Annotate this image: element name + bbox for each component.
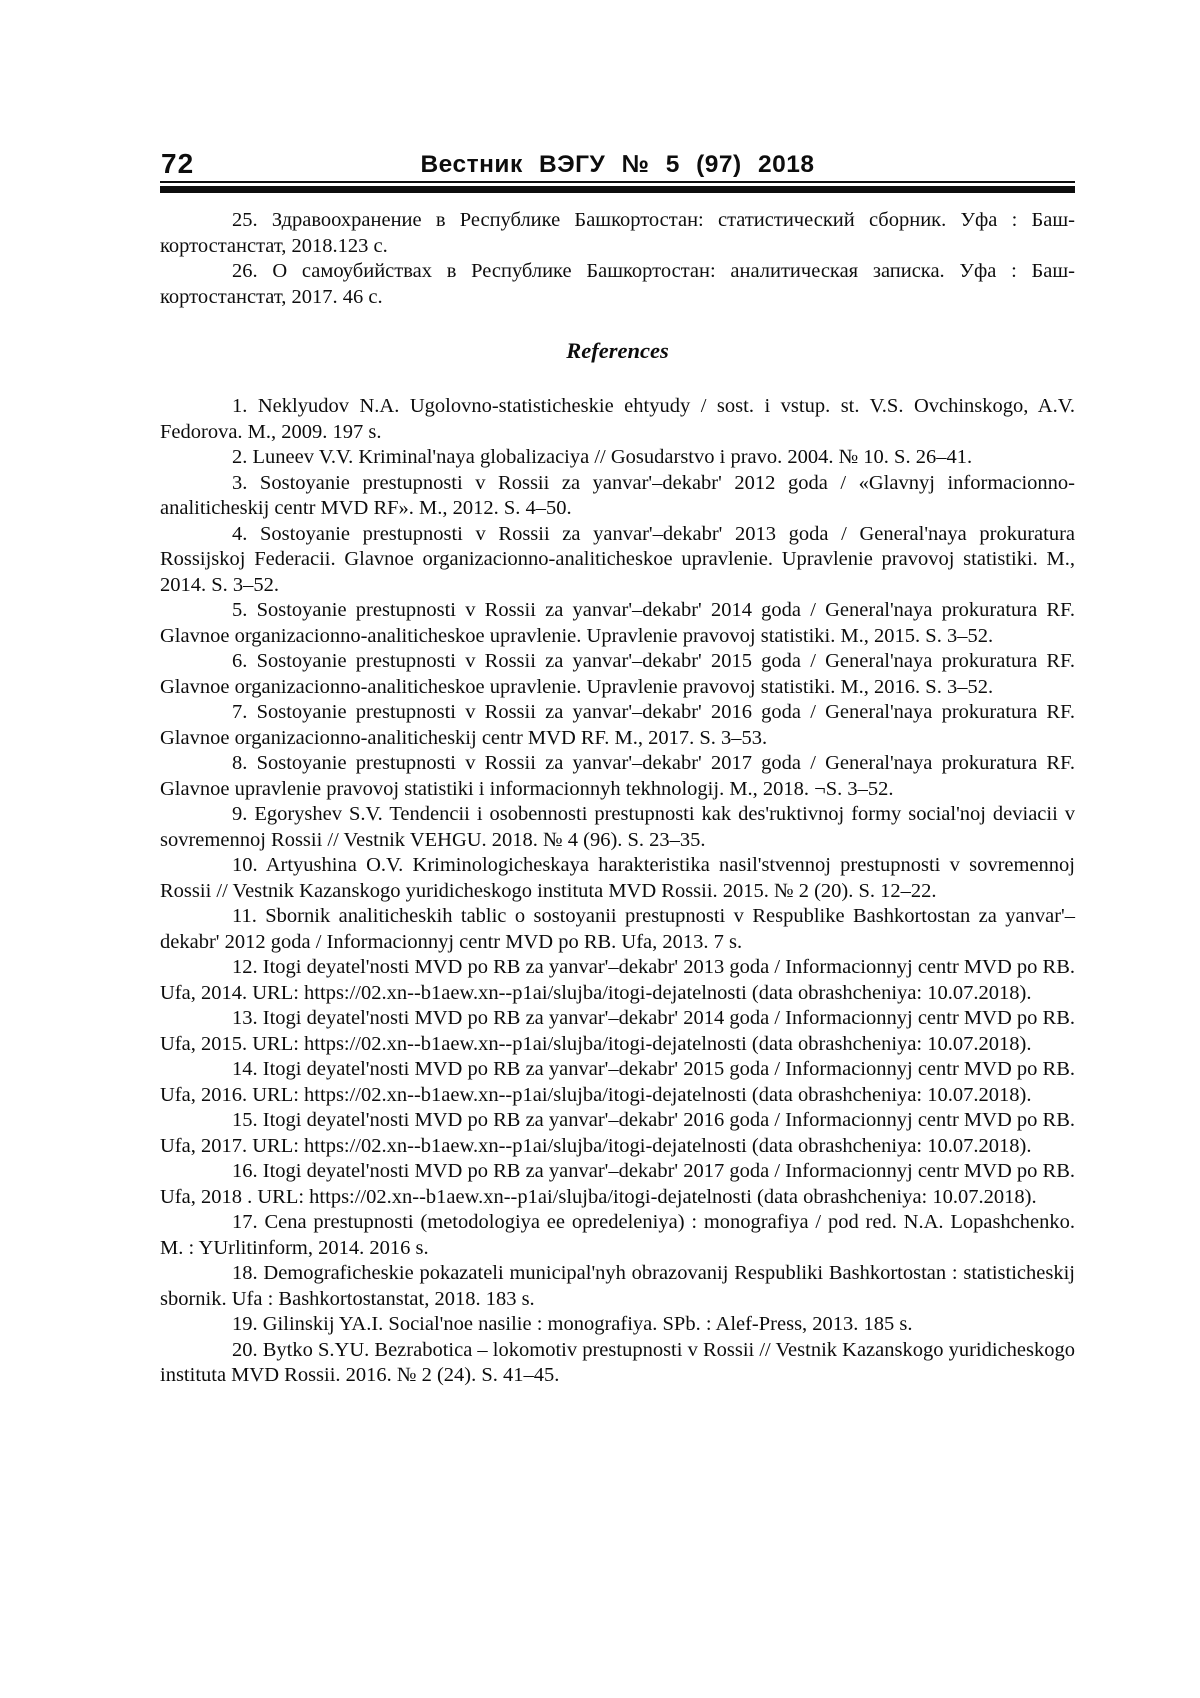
reference-item: 10. Artyushina O.V. Kriminologicheskaya harakteristika nasil'stvennoj prestupnosti v sovremennoj Rossii // Vestnik Kazanskogo yuridicheskogo instituta MVD Rossii. 2015. № 2 (20). S. 12–22. [160, 854, 1075, 902]
reference-item: 11. Sbornik analiticheskih tablic o sostoyanii prestupnosti v Respublike Bashkortostan za yanvar'–dekabr' 2012 goda / Informacionnyj centr MVD po RB. Ufa, 2013. 7 s. [160, 905, 1075, 953]
page-content [160, 150, 1075, 1389]
reference-item: 15. Itogi deyatel'nosti MVD po RB za yanvar'–dekabr' 2016 goda / Informacionnyj centr MVD po RB. Ufa, 2017. URL: https://02.xn--b1aew.xn--p1ai/slujba/itogi-dejatelnosti (data obrashcheniya: 10.07.2018). [160, 1109, 1075, 1157]
reference-item: 18. Demograficheskie pokazateli municipal'nyh obrazovanij Respubliki Bashkortostan : statisticheskij sbornik. Ufa : Bashkortostanstat, 2018. 183 s. [160, 1262, 1075, 1310]
reference-item: 4. Sostoyanie prestupnosti v Rossii za yanvar'–dekabr' 2013 goda / General'naya prokuratura Rossijskoj Federacii. Glavnoe organizacionno-analiticheskoe upravlenie. Upravlenie pravovoj statistiki. M., 2014. S. 3–52. [160, 522, 1075, 596]
reference-item: 5. Sostoyanie prestupnosti v Rossii za yanvar'–dekabr' 2014 goda / General'naya prokuratura RF. Glavnoe organizacionno-analiticheskoe upravlenie. Upravlenie pravovoj statistiki. M., 2015. S. 3–52. [160, 599, 1075, 647]
reference-item: 3. Sostoyanie prestupnosti v Rossii za yanvar'–dekabr' 2012 goda / «Glavnyj informacionno-analiticheskij centr MVD RF». M., 2012. S. 4–50. [160, 471, 1075, 519]
journal-title: Вестник ВЭГУ № 5 (97) 2018 [420, 151, 815, 178]
reference-item: 8. Sostoyanie prestupnosti v Rossii za yanvar'–dekabr' 2017 goda / General'naya prokuratura RF. Glavnoe upravlenie pravovoj statistiki i informacionnyh tekhnologij. M., 2018. ¬S. 3–52. [160, 752, 1075, 800]
reference-item: 25. Здравоохранение в Республике Башкортостан: статистический сборник. Уфа : Башкортостанстат, 2018.123 с. [160, 209, 1075, 257]
reference-item: 20. Bytko S.YU. Bezrabotica – lokomotiv prestupnosti v Rossii // Vestnik Kazanskogo yuridicheskogo instituta MVD Rossii. 2016. № 2 (24). S. 41–45. [160, 1338, 1075, 1386]
running-header [160, 150, 1075, 181]
reference-item: 6. Sostoyanie prestupnosti v Rossii za yanvar'–dekabr' 2015 goda / General'naya prokuratura RF. Glavnoe organizacionno-analiticheskoe upravlenie. Upravlenie pravovoj statistiki. M., 2016. S. 3–52. [160, 650, 1075, 698]
reference-item: 14. Itogi deyatel'nosti MVD po RB za yanvar'–dekabr' 2015 goda / Informacionnyj centr MVD po RB. Ufa, 2016. URL: https://02.xn--b1aew.xn--p1ai/slujba/itogi-dejatelnosti (data obrashcheniya: 10.07.2018). [160, 1058, 1075, 1106]
reference-item: 26. О самоубийствах в Республике Башкортостан: аналитическая записка. Уфа : Башкортостанстат, 2017. 46 с. [160, 260, 1075, 308]
reference-item: 16. Itogi deyatel'nosti MVD po RB za yanvar'–dekabr' 2017 goda / Informacionnyj centr MVD po RB. Ufa, 2018 . URL: https://02.xn--b1aew.xn--p1ai/slujba/itogi-dejatelnosti (data obrashcheniya: 10.07.2018). [160, 1160, 1075, 1208]
header-rule-thin [160, 181, 1075, 183]
reference-item: 7. Sostoyanie prestupnosti v Rossii za yanvar'–dekabr' 2016 goda / General'naya prokuratura RF. Glavnoe organizacionno-analiticheskij centr MVD RF. M., 2017. S. 3–53. [160, 701, 1075, 749]
reference-item: 2. Luneev V.V. Kriminal'naya globalizaciya // Gosudarstvo i pravo. 2004. № 10. S. 26–41. [232, 446, 973, 468]
reference-item: 12. Itogi deyatel'nosti MVD po RB za yanvar'–dekabr' 2013 goda / Informacionnyj centr MVD po RB. Ufa, 2014. URL: https://02.xn--b1aew.xn--p1ai/slujba/itogi-dejatelnosti (data obrashcheniya: 10.07.2018). [160, 956, 1075, 1004]
bibliography-body [160, 208, 1075, 1389]
header-rule-thick [160, 186, 1075, 193]
references-heading: References [566, 338, 669, 363]
reference-item: 1. Neklyudov N.A. Ugolovno-statisticheskie ehtyudy / sost. i vstup. st. V.S. Ovchinskogo, A.V. Fedorova. M., 2009. 197 s. [160, 395, 1075, 443]
reference-item: 19. Gilinskij YA.I. Social'noe nasilie : monografiya. SPb. : Alef-Press, 2013. 185 s. [232, 1313, 913, 1335]
reference-item: 13. Itogi deyatel'nosti MVD po RB za yanvar'–dekabr' 2014 goda / Informacionnyj centr MVD po RB. Ufa, 2015. URL: https://02.xn--b1aew.xn--p1ai/slujba/itogi-dejatelnosti (data obrashcheniya: 10.07.2018). [160, 1007, 1075, 1055]
russian-references-list [160, 208, 1075, 310]
page-number: 72 [161, 148, 195, 179]
reference-item: 9. Egoryshev S.V. Tendencii i osobennosti prestupnosti kak des'ruktivnoj formy social'noj deviacii v sovremennoj Rossii // Vestnik VEHGU. 2018. № 4 (96). S. 23–35. [160, 803, 1075, 851]
reference-item: 17. Cena prestupnosti (metodologiya ee opredeleniya) : monografiya / pod red. N.A. Lopashchenko. M. : YUrlitinform, 2014. 2016 s. [160, 1211, 1075, 1259]
references-list [160, 394, 1075, 1389]
